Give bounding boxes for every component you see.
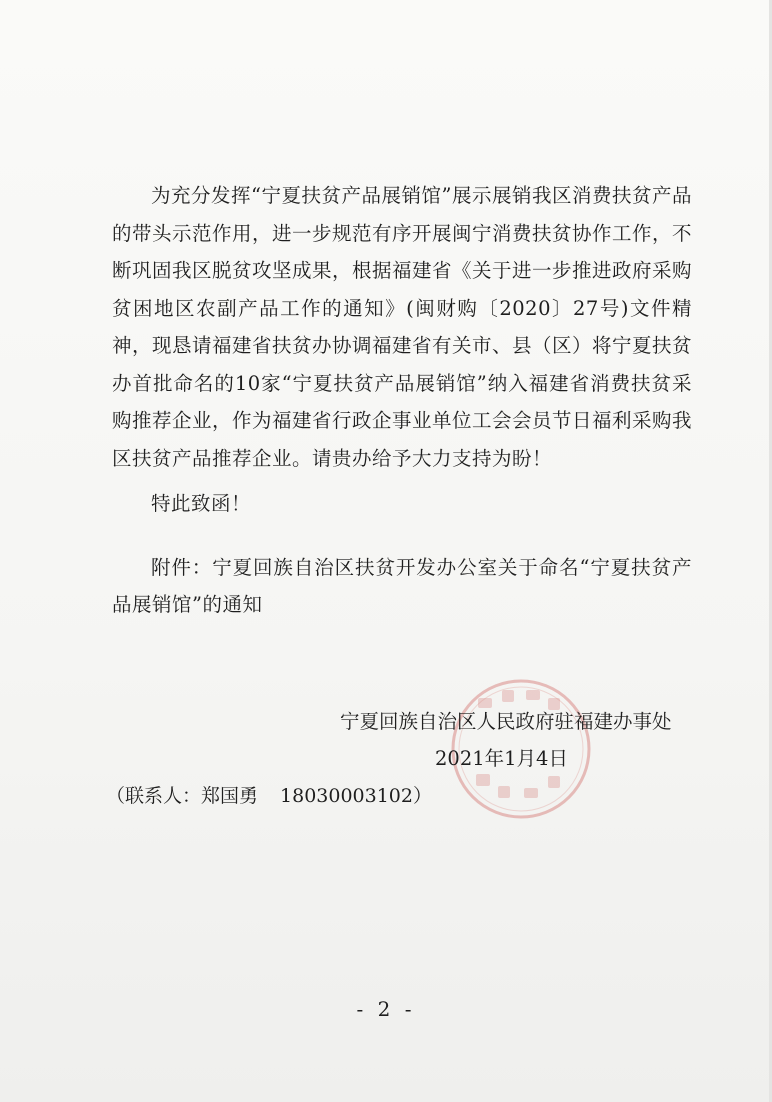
letter-body [112,177,692,624]
sender-block [340,703,700,777]
letter-date: 2021年1月4日 [435,747,568,770]
main-paragraph: 为充分发挥“宁夏扶贫产品展销馆”展示展销我区消费扶贫产品的带头示范作用，进一步规范有序开展闽宁消费扶贫协作工作，不断巩固我区脱贫攻坚成果，根据福建省《关于进一步推进政府采购贫困地区农副产品工作的通知》(闽财购〔2020〕27号)文件精神，现恳请福建省扶贫办协调福建省有关市、县（区）将宁夏扶贫办首批命名的10家“宁夏扶贫产品展销馆”纳入福建省消费扶贫采购推荐企业，作为福建省行政企事业单位工会会员节日福利采购我区扶贫产品推荐企业。请贵办给予大力支持为盼！ [112,184,693,470]
page-number: - 2 - [356,997,416,1021]
contact-line [106,781,432,811]
contact-phone: 18030003102） [280,785,432,807]
sender-organization: 宁夏回族自治区人民政府驻福建办事处 [340,710,672,733]
closing-line: 特此致函！ [151,492,252,515]
contact-person: （联系人：郑国勇 [106,785,259,807]
attachment-note: 附件：宁夏回族自治区扶贫开发办公室关于命名“宁夏扶贫产品展销馆”的通知 [112,555,692,616]
